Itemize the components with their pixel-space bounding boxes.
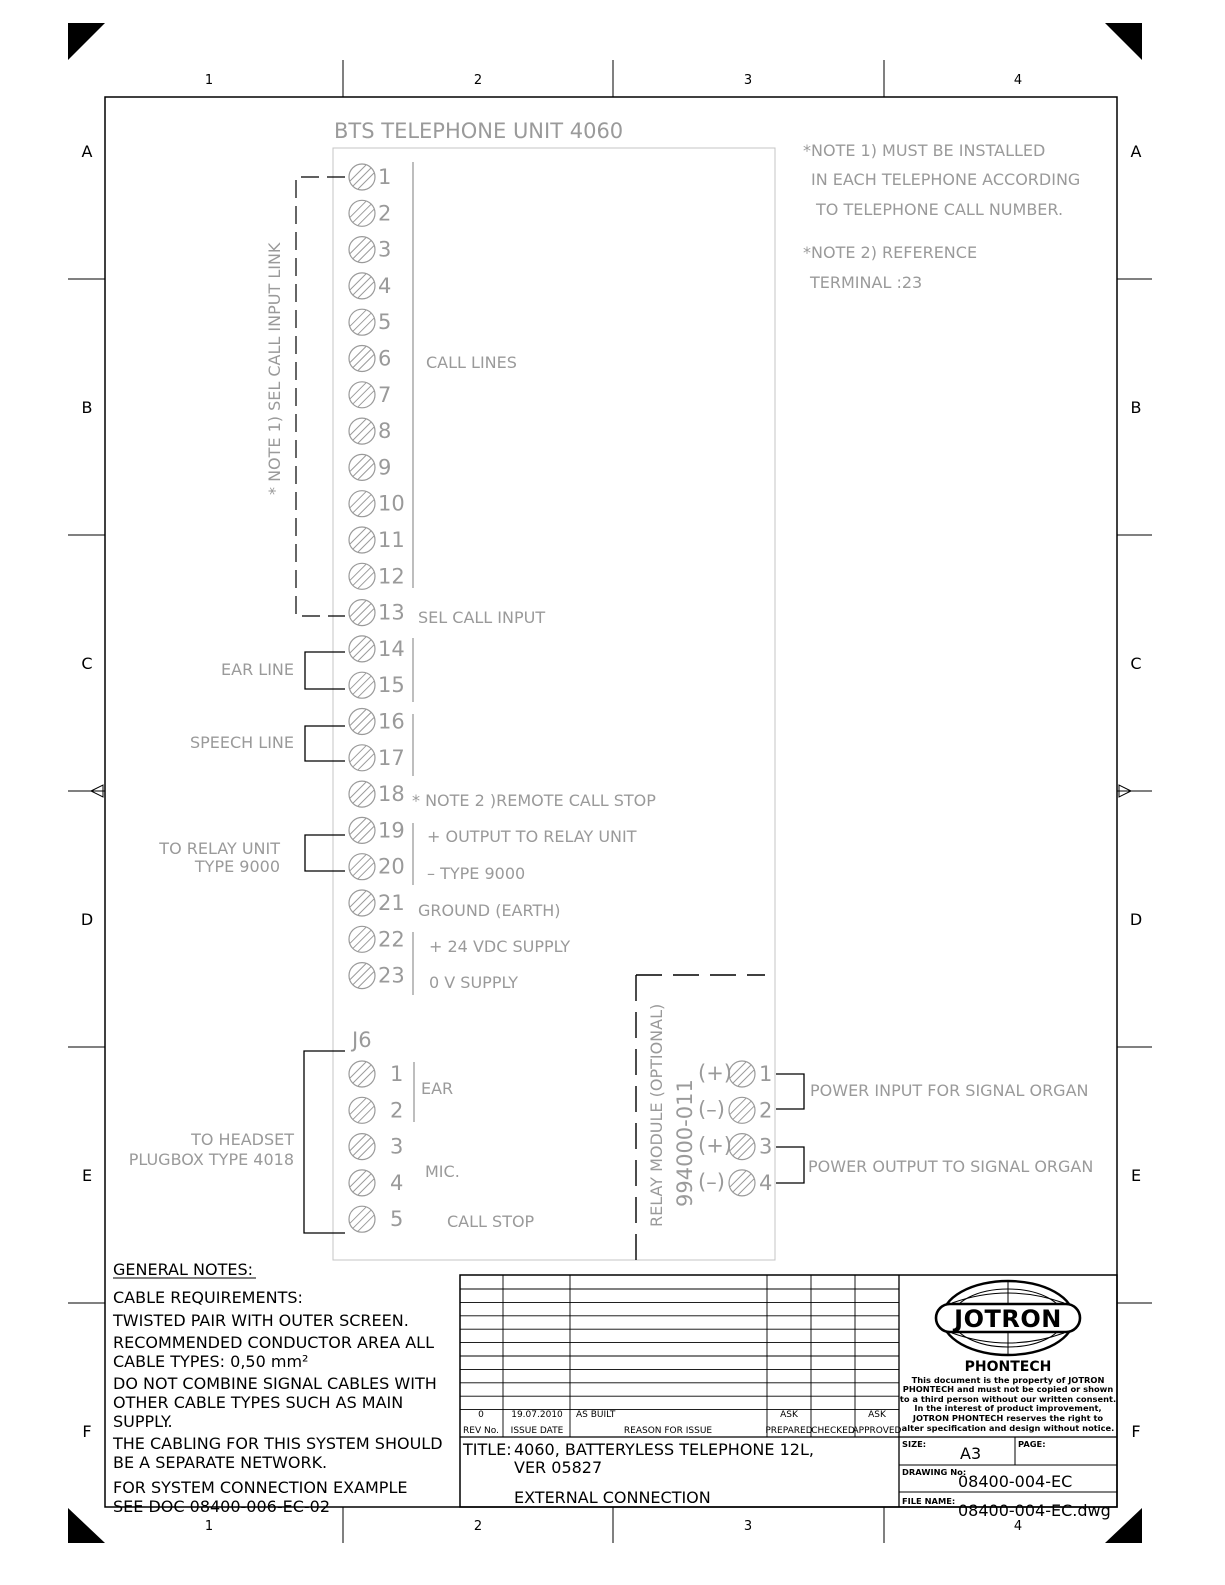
terminal-number: 20 <box>378 854 405 879</box>
note1-line1: *NOTE 1) MUST BE INSTALLED <box>803 141 1046 160</box>
col-label-top-2: 2 <box>473 73 483 88</box>
terminal-screw <box>349 926 375 952</box>
row-label-right-C: C <box>1130 654 1142 673</box>
j6-call-stop-label: CALL STOP <box>447 1212 535 1231</box>
j6-terminal-number: 3 <box>390 1134 404 1159</box>
row-label-right-F: F <box>1131 1422 1141 1441</box>
row-label-left-E: E <box>81 1166 93 1185</box>
terminal-screw <box>349 346 375 372</box>
j6-screw <box>349 1061 375 1087</box>
terminal-number: 6 <box>378 346 392 371</box>
rev-header-checked: CHECKED <box>811 1426 855 1436</box>
terminal-screw <box>349 781 375 807</box>
terminal-number: 3 <box>378 237 392 262</box>
row-label-left-D: D <box>80 910 94 929</box>
relay-pin-polarity: (–) <box>698 1097 725 1122</box>
relay-pin-number: 3 <box>759 1134 773 1159</box>
drawing-no-label: DRAWING No: <box>902 1467 967 1477</box>
terminal-screw <box>349 418 375 444</box>
general-note-line: TWISTED PAIR WITH OUTER SCREEN. <box>113 1311 409 1330</box>
left-brackets <box>304 652 345 1233</box>
col-label-top-4: 4 <box>1013 73 1023 88</box>
terminal-number: 19 <box>378 818 405 843</box>
title-label: TITLE: <box>463 1440 512 1459</box>
legal-notice <box>900 1375 1116 1433</box>
terminal-number: 8 <box>378 419 392 444</box>
terminal-number: 10 <box>378 491 405 516</box>
power-input-label: POWER INPUT FOR SIGNAL ORGAN <box>810 1081 1089 1100</box>
terminal-23-label: 0 V SUPPLY <box>429 973 519 992</box>
sel-call-input-label: SEL CALL INPUT <box>418 608 546 627</box>
power-output-label: POWER OUTPUT TO SIGNAL ORGAN <box>808 1157 1094 1176</box>
row-label-right-B: B <box>1130 398 1142 417</box>
terminal-screw <box>349 745 375 771</box>
general-notes-body <box>112 1288 443 1516</box>
col-label-top-3: 3 <box>743 73 753 88</box>
general-note-line: FOR SYSTEM CONNECTION EXAMPLE <box>113 1478 408 1497</box>
unit-title: BTS TELEPHONE UNIT 4060 <box>334 119 624 143</box>
j6-screw <box>349 1170 375 1196</box>
terminal-number: 13 <box>378 600 405 625</box>
terminal-screw <box>349 963 375 989</box>
terminal-screw <box>349 817 375 843</box>
sel-call-link-label: * NOTE 1) SEL CALL INPUT LINK <box>265 242 284 495</box>
j6-screw <box>349 1134 375 1160</box>
rev-date: 19.07.2010 <box>511 1410 563 1420</box>
rev-no: 0 <box>478 1410 484 1420</box>
row-label-left-F: F <box>82 1422 92 1441</box>
note2-line1: *NOTE 2) REFERENCE <box>803 243 978 262</box>
j6-terminal-number: 1 <box>390 1062 404 1086</box>
rev-header-date: ISSUE DATE <box>510 1426 564 1436</box>
terminal-screw <box>349 636 375 662</box>
terminal-number: 12 <box>378 564 405 589</box>
terminal-number: 4 <box>378 273 392 298</box>
jotron-logo <box>936 1281 1080 1355</box>
rev-header-prepared: PREPARED <box>765 1426 813 1436</box>
terminal-number: 14 <box>378 636 405 661</box>
col-label-bottom-3: 3 <box>743 1519 753 1534</box>
terminal-number: 7 <box>378 382 392 407</box>
note1-line2: IN EACH TELEPHONE ACCORDING <box>811 170 1081 189</box>
file-name-label: FILE NAME: <box>902 1496 956 1506</box>
j6-terminal-number: 5 <box>390 1207 404 1232</box>
terminal-number: 1 <box>378 165 392 189</box>
col-label-bottom-4: 4 <box>1013 1519 1023 1534</box>
corner-mark-top-right <box>1105 23 1142 60</box>
legal-line: PHONTECH and must not be copied or shown <box>902 1384 1114 1394</box>
legal-line: This document is the property of JOTRON <box>911 1375 1105 1385</box>
general-note-line: RECOMMENDED CONDUCTOR AREA ALL <box>113 1333 434 1352</box>
relay-right-brackets <box>776 1074 804 1183</box>
headset-label-2: PLUGBOX TYPE 4018 <box>128 1150 294 1169</box>
speech-line-label: SPEECH LINE <box>189 733 294 752</box>
j6-screw <box>349 1206 375 1232</box>
relay-pin-strip <box>698 1061 772 1196</box>
rev-reason: AS BUILT <box>576 1410 616 1420</box>
relay-pin-number: 2 <box>759 1098 773 1123</box>
terminal-number: 22 <box>378 927 405 952</box>
rev-header-no: REV No. <box>463 1426 499 1436</box>
sel-call-link-wire <box>296 177 345 616</box>
ear-line-label: EAR LINE <box>221 660 294 679</box>
terminal-screw <box>349 164 375 190</box>
general-note-line: SEE DOC 08400-006-EC-02 <box>113 1497 331 1516</box>
terminal-screw <box>349 309 375 335</box>
row-label-left-C: C <box>81 654 93 673</box>
terminal-screw <box>349 273 375 299</box>
terminal-number: 5 <box>378 310 392 335</box>
file-name-value: 08400-004-EC.dwg <box>958 1501 1111 1520</box>
terminal-number: 9 <box>378 455 392 480</box>
terminal-screw <box>349 237 375 263</box>
relay-pin-number: 4 <box>759 1170 773 1195</box>
relay-module-label: RELAY MODULE (OPTIONAL) <box>647 1003 666 1227</box>
relay-pin-number: 1 <box>759 1062 773 1086</box>
legal-line: JOTRON PHONTECH reserves the right to <box>912 1413 1104 1423</box>
row-label-left-B: B <box>81 398 93 417</box>
col-label-bottom-2: 2 <box>473 1519 483 1534</box>
terminal-screw <box>349 890 375 916</box>
unit-outline <box>333 148 775 1260</box>
logo-text: JOTRON <box>954 1305 1062 1333</box>
legal-line: In the interest of product improvement, <box>914 1403 1102 1413</box>
terminal-screw <box>349 200 375 226</box>
relay-screw <box>729 1097 755 1123</box>
terminal-number: 11 <box>378 528 405 552</box>
terminal-21-label: GROUND (EARTH) <box>418 901 561 920</box>
terminal-screw <box>349 382 375 408</box>
terminal-number: 16 <box>378 709 405 734</box>
relay-unit-label-1: TO RELAY UNIT <box>159 839 280 858</box>
terminal-number: 2 <box>378 201 392 226</box>
general-note-line: DO NOT COMBINE SIGNAL CABLES WITH <box>113 1374 437 1393</box>
terminal-screw <box>349 491 375 517</box>
rev-header-reason: REASON FOR ISSUE <box>623 1426 713 1436</box>
general-note-line: BE A SEPARATE NETWORK. <box>113 1453 328 1472</box>
relay-screw <box>729 1170 755 1196</box>
general-note-line: OTHER CABLE TYPES SUCH AS MAIN <box>113 1393 404 1412</box>
general-note-line: THE CABLING FOR THIS SYSTEM SHOULD <box>113 1434 443 1453</box>
general-notes-heading: GENERAL NOTES: <box>113 1260 253 1279</box>
headset-label-1: TO HEADSET <box>191 1130 294 1149</box>
rev-approved: ASK <box>868 1410 886 1420</box>
brand-name: PHONTECH <box>964 1359 1052 1375</box>
terminal-number: 23 <box>378 963 405 988</box>
row-label-right-D: D <box>1129 910 1143 929</box>
row-label-left-A: A <box>81 142 93 161</box>
row-label-right-E: E <box>1130 1166 1142 1185</box>
row-label-right-A: A <box>1130 142 1142 161</box>
size-value: A3 <box>960 1444 982 1463</box>
terminal-screw <box>349 454 375 480</box>
terminal-number: 17 <box>378 745 405 770</box>
j6-label: J6 <box>352 1028 372 1052</box>
j6-screw <box>349 1097 375 1123</box>
corner-mark-top-left <box>68 23 105 60</box>
terminal-screw <box>349 672 375 698</box>
drawing-no-value: 08400-004-EC <box>958 1472 1073 1491</box>
relay-pin-polarity: (–) <box>698 1169 725 1194</box>
terminal-18-label: * NOTE 2 )REMOTE CALL STOP <box>412 791 656 810</box>
terminal-screw <box>349 563 375 589</box>
note1-line3: TO TELEPHONE CALL NUMBER. <box>816 200 1064 219</box>
terminal-screw <box>349 854 375 880</box>
terminal-number: 18 <box>378 782 405 807</box>
general-note-line: SUPPLY. <box>113 1412 173 1431</box>
terminal-screw <box>349 709 375 735</box>
relay-pin-polarity: (+) <box>698 1133 732 1158</box>
corner-mark-bottom-left <box>68 1508 105 1543</box>
j6-ear-label: EAR <box>421 1079 454 1098</box>
terminal-number: 15 <box>378 673 405 698</box>
note2-line2: TERMINAL :23 <box>810 273 923 292</box>
title-line-1: 4060, BATTERYLESS TELEPHONE 12L, <box>514 1440 814 1459</box>
page-label: PAGE: <box>1018 1439 1046 1449</box>
terminal-screw <box>349 600 375 626</box>
legal-line: alter specification and design without notice. <box>901 1423 1115 1433</box>
general-note-line: CABLE REQUIREMENTS: <box>113 1288 303 1307</box>
call-lines-label: CALL LINES <box>426 353 517 372</box>
rev-prepared: ASK <box>780 1410 798 1420</box>
relay-screw <box>729 1134 755 1160</box>
terminal-19-label: + OUTPUT TO RELAY UNIT <box>427 827 637 846</box>
col-label-top-1: 1 <box>204 73 214 88</box>
col-label-bottom-1: 1 <box>204 1519 214 1534</box>
legal-line: to a third person without our written consent. <box>899 1394 1117 1404</box>
relay-screw <box>729 1061 755 1087</box>
rev-header-approved: APPROVED <box>852 1426 902 1436</box>
terminal-number: 21 <box>378 891 405 915</box>
relay-unit-label-2: TYPE 9000 <box>194 857 280 876</box>
title-line-3: EXTERNAL CONNECTION <box>514 1488 711 1507</box>
j6-terminal-number: 4 <box>390 1170 404 1195</box>
general-note-line: CABLE TYPES: 0,50 mm² <box>113 1352 309 1371</box>
j6-terminal-strip <box>349 1061 403 1232</box>
relay-pin-polarity: (+) <box>698 1061 732 1085</box>
title-line-2: VER 05827 <box>514 1458 603 1477</box>
j6-mic-label: MIC. <box>425 1162 460 1181</box>
terminal-strip <box>349 164 405 989</box>
terminal-screw <box>349 527 375 553</box>
size-label: SIZE: <box>902 1439 927 1449</box>
terminal-22-label: + 24 VDC SUPPLY <box>429 937 571 956</box>
terminal-20-label: – TYPE 9000 <box>427 864 526 883</box>
group-bars <box>413 162 414 1122</box>
relay-part-number: 994000-011 <box>673 1079 697 1207</box>
j6-terminal-number: 2 <box>390 1098 404 1123</box>
